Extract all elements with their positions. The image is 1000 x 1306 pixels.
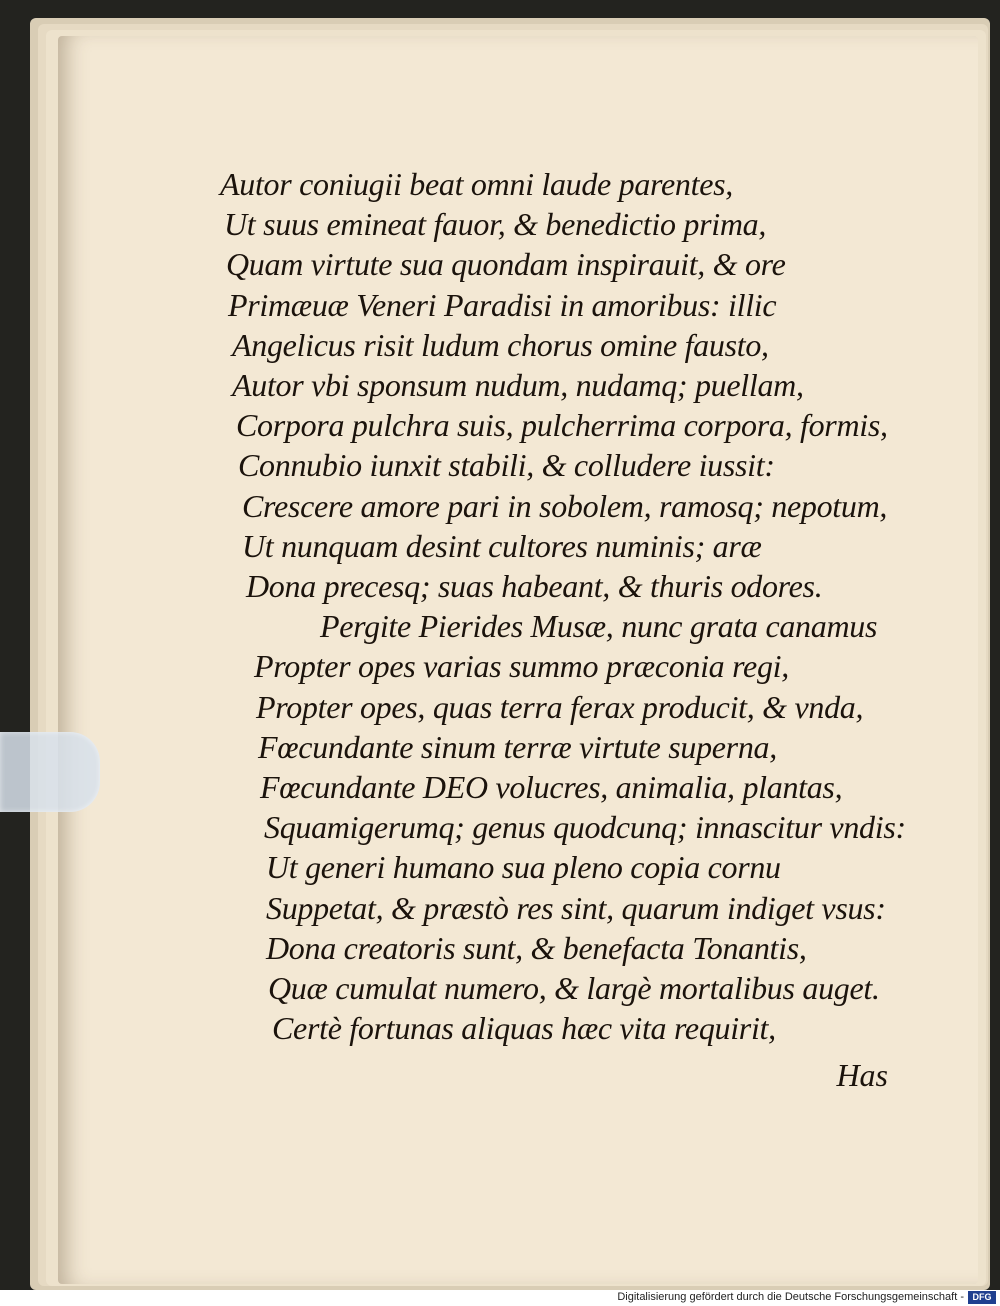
poem-line: Ut suus emineat fauor, & benedictio prima, xyxy=(224,206,767,243)
poem-line: Squamigerumq; genus quodcunq; innascitur vndis: xyxy=(264,809,906,846)
poem-line: Primæuæ Veneri Paradisi in amoribus: illic xyxy=(228,286,777,323)
book-page xyxy=(58,36,978,1284)
poem-line: Angelicus risit ludum chorus omine fausto, xyxy=(232,326,769,363)
poem-line: Pergite Pierides Musæ, nunc grata canamus xyxy=(320,608,878,645)
poem-line: Autor coniugii beat omni laude parentes, xyxy=(220,166,733,202)
digitization-footer xyxy=(0,1290,1000,1306)
poem-line: Dona precesq; suas habeant, & thuris odores. xyxy=(246,568,823,605)
poem-line: Certè fortunas aliquas hæc vita requirit, xyxy=(272,1010,776,1047)
poem-line: Quam virtute sua quondam inspirauit, & ore xyxy=(226,246,786,283)
poem-line: Suppetat, & præstò res sint, quarum indiget vsus: xyxy=(266,889,886,926)
poem-line: Quæ cumulat numero, & largè mortalibus auget. xyxy=(268,970,880,1007)
poem-line: Autor vbi sponsum nudum, nudamq; puellam, xyxy=(232,367,804,404)
poem-text xyxy=(158,164,958,1048)
poem-line: Dona creatoris sunt, & benefacta Tonantis, xyxy=(266,929,807,966)
poem-line: Crescere amore pari in sobolem, ramosq; nepotum, xyxy=(242,487,888,524)
dfg-logo: DFG xyxy=(968,1291,996,1304)
poem-line: Propter opes varias summo præconia regi, xyxy=(254,648,789,685)
poem-line: Corpora pulchra suis, pulcherrima corpora, formis, xyxy=(236,407,888,444)
poem-line: Fœcundante DEO volucres, animalia, plantas, xyxy=(260,769,843,806)
catchword: Has xyxy=(836,1057,888,1093)
funding-credit: Digitalisierung gefördert durch die Deutsche Forschungsgemeinschaft - xyxy=(617,1291,964,1303)
poem-line: Propter opes, quas terra ferax producit, & vnda, xyxy=(256,688,864,725)
poem-line: Ut generi humano sua pleno copia cornu xyxy=(266,849,781,886)
page-clip-tab xyxy=(0,732,100,812)
poem-line: Fœcundante sinum terræ virtute superna, xyxy=(258,728,777,765)
poem-line: Ut nunquam desint cultores numinis; aræ xyxy=(242,527,762,564)
poem-line: Connubio iunxit stabili, & colludere iussit: xyxy=(238,447,775,484)
